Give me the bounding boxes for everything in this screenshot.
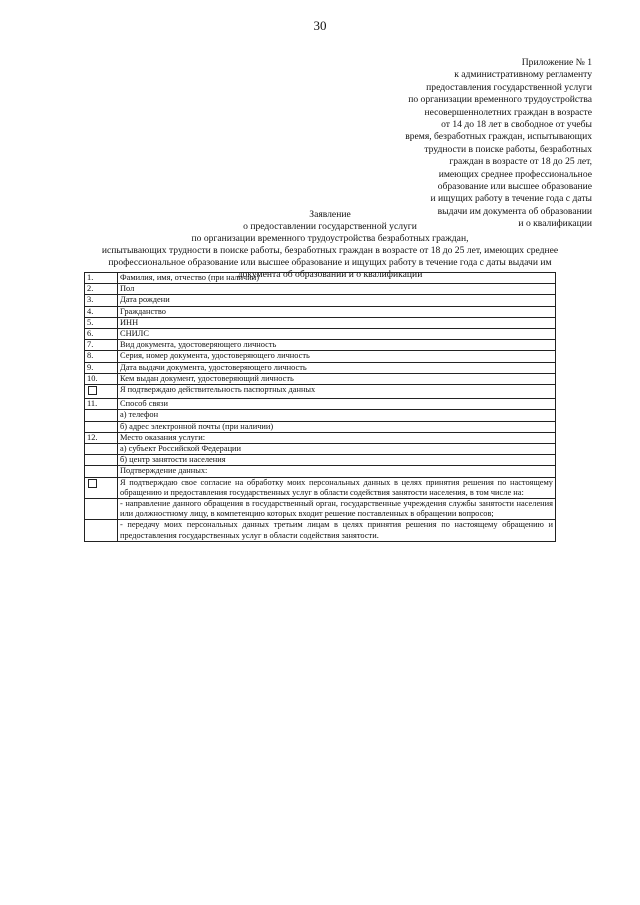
annex-line: граждан в возрасте от 18 до 25 лет, (449, 156, 592, 168)
row-label: а) телефон (118, 410, 556, 421)
row-number (85, 410, 118, 421)
table-row (85, 273, 556, 284)
passport-confirm-cell (85, 385, 118, 399)
table-row (85, 466, 556, 477)
row-number: 2. (85, 284, 118, 295)
annex-line: к административному регламенту (454, 69, 592, 81)
row-label: Способ связи (118, 399, 556, 410)
annex-line: по организации временного трудоустройства (408, 94, 592, 106)
row-number: 4. (85, 306, 118, 317)
title-line: Заявление (309, 209, 351, 220)
row-number (85, 455, 118, 466)
annex-line: выдачи им документа об образовании (437, 205, 592, 217)
annex-line: предоставления государственной услуги (426, 81, 592, 93)
table-row (85, 399, 556, 410)
row-label: Серия, номер документа, удостоверяющего личность (118, 351, 556, 362)
application-title (70, 209, 590, 281)
row-label: б) адрес электронной почты (при наличии) (118, 421, 556, 432)
annex-line: время, безработных граждан, испытывающих (405, 131, 592, 143)
row-number: 11. (85, 399, 118, 410)
title-line: по организации временного трудоустройства безработных граждан, (191, 233, 469, 244)
row-number: 7. (85, 340, 118, 351)
row-label: Дата рождени (118, 295, 556, 306)
table-row (85, 499, 556, 520)
passport-confirm-checkbox[interactable] (88, 386, 97, 395)
table-row (85, 432, 556, 443)
table-row (85, 421, 556, 432)
row-number: 3. (85, 295, 118, 306)
row-label: а) субъект Российской Федерации (118, 444, 556, 455)
row-label: Вид документа, удостоверяющего личность (118, 340, 556, 351)
row-label: Я подтверждаю действительность паспортных данных (118, 385, 556, 399)
title-line: о предоставлении государственной услуги (243, 221, 417, 232)
annex-line: имеющих среднее профессиональное (438, 168, 592, 180)
row-label: Место оказания услуги: (118, 432, 556, 443)
consent-checkbox[interactable] (88, 479, 97, 488)
table-row (85, 385, 556, 399)
row-number: 6. (85, 329, 118, 340)
table-row (85, 362, 556, 373)
annex-line: и о квалификации (518, 218, 592, 230)
row-number (85, 421, 118, 432)
consent-item-forwarding: - направление данного обращения в государственный орган, государственные учреждения службы занятости населения или должностному лицу, в компетенцию которых входит решение поставленных в обращении вопросов; (118, 499, 556, 520)
row-number: 5. (85, 317, 118, 328)
table-row (85, 317, 556, 328)
annex-line: и ищущих работу в течение года с даты (430, 193, 592, 205)
annex-header (292, 57, 592, 231)
annex-line: Приложение № 1 (521, 57, 592, 68)
row-number (85, 520, 118, 541)
title-line: документа об образовании и о квалификации (237, 269, 423, 280)
table-row (85, 295, 556, 306)
row-number: 12. (85, 432, 118, 443)
row-label: б) центр занятости населения (118, 455, 556, 466)
row-label: Гражданство (118, 306, 556, 317)
table-row (85, 306, 556, 317)
row-number: 1. (85, 273, 118, 284)
table-row (85, 373, 556, 384)
row-number (85, 466, 118, 477)
row-label: ИНН (118, 317, 556, 328)
table-row (85, 520, 556, 541)
row-label: Фамилия, имя, отчество (при наличии) (118, 273, 556, 284)
annex-line: образование или высшее образование (437, 181, 592, 193)
annex-line: трудности в поиске работы, безработных (424, 143, 592, 155)
page-number: 30 (313, 18, 327, 33)
consent-cell (85, 477, 118, 498)
consent-text: Я подтверждаю свое согласие на обработку моих персональных данных в целях принятия решения по настоящему обращению и предоставления государственных услуг в области содействия занятости населения, в том числе на: (118, 477, 556, 498)
row-label: Кем выдан документ, удостоверяющий личность (118, 373, 556, 384)
title-line: испытывающих трудности в поиске работы, безработных граждан в возрасте от 18 до 25 лет, имеющих среднее (101, 245, 559, 256)
table-row (85, 455, 556, 466)
row-number: 10. (85, 373, 118, 384)
table-row (85, 410, 556, 421)
consent-item-third-parties: - передачу моих персональных данных третьим лицам в целях принятия решения по настоящему обращению и предоставления государственных услуг в области содействия занятости. (118, 520, 556, 541)
table-row (85, 351, 556, 362)
title-line: профессиональное образование или высшее образование и ищущих работу в течение года с даты выдачи им (108, 257, 552, 268)
row-number (85, 444, 118, 455)
row-label: Дата выдачи документа, удостоверяющего личность (118, 362, 556, 373)
row-number: 9. (85, 362, 118, 373)
application-form-table (84, 272, 556, 542)
table-row (85, 477, 556, 498)
table-row (85, 444, 556, 455)
table-row (85, 329, 556, 340)
row-label: Подтверждение данных: (118, 466, 556, 477)
row-number: 8. (85, 351, 118, 362)
row-label: Пол (118, 284, 556, 295)
annex-line: несовершеннолетних граждан в возрасте (424, 106, 592, 118)
table-row (85, 284, 556, 295)
annex-line: от 14 до 18 лет в свободное от учебы (441, 119, 592, 131)
row-number (85, 499, 118, 520)
row-label: СНИЛС (118, 329, 556, 340)
table-row (85, 340, 556, 351)
